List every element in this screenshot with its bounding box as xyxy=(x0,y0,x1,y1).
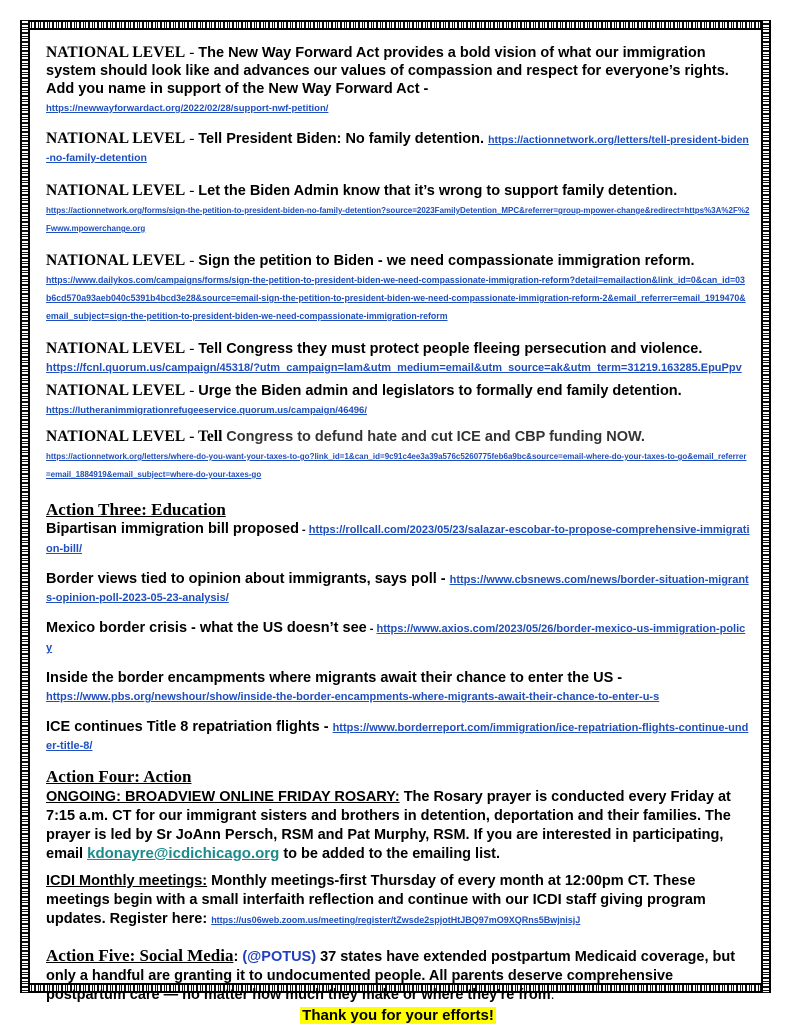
national-level-label: NATIONAL LEVEL xyxy=(46,252,186,269)
separator: - xyxy=(185,252,199,269)
separator: - xyxy=(185,382,199,399)
education-item-text: Bipartisan immigration bill proposed xyxy=(46,521,299,537)
national-level-label: NATIONAL LEVEL xyxy=(46,428,186,445)
national-item-text: Tell Congress they must protect people fleeing persecution and violence. xyxy=(198,341,703,357)
education-item xyxy=(46,570,750,605)
national-level-label: NATIONAL LEVEL xyxy=(46,130,186,147)
education-item-link[interactable]: https://rollcall.com/2023/05/23/salazar-escobar-to-propose-comprehensive-immigration-bill/ xyxy=(46,524,750,555)
national-level-label: NATIONAL LEVEL xyxy=(46,382,186,399)
national-item-text: The New Way Forward Act provides a bold vision of what our immigration system should look like and advances our values of compassion and respect for everyone’s rights. Add you name in support of the New Way Forward Act - xyxy=(46,45,729,97)
education-item xyxy=(46,718,750,753)
potus-handle: (@POTUS) xyxy=(242,949,317,965)
social-paragraph xyxy=(46,946,750,1004)
national-item-text: Sign the petition to Biden - we need compassionate immigration reform. xyxy=(198,253,695,269)
national-item-text: Let the Biden Admin know that it’s wrong to support family detention. xyxy=(198,183,678,199)
education-heading: Action Three: Education xyxy=(46,500,226,519)
page-content xyxy=(46,44,750,1025)
separator: - xyxy=(613,670,623,686)
rosary-paragraph xyxy=(46,787,750,863)
education-item-text: Border views tied to opinion about immigrants, says poll xyxy=(46,571,437,587)
icdi-paragraph xyxy=(46,871,750,928)
education-item-text: Mexico border crisis - what the US doesn’t see xyxy=(46,620,367,636)
thanks-message: Thank you for your efforts! xyxy=(302,1007,494,1024)
national-item xyxy=(46,130,750,166)
decorative-border-left xyxy=(20,20,30,993)
education-item-link[interactable]: https://www.borderreport.com/immigration/ice-repatriation-flights-continue-under-title-8/ xyxy=(46,722,749,752)
education-item xyxy=(46,520,750,556)
national-item xyxy=(46,382,750,418)
national-level-label: NATIONAL LEVEL xyxy=(46,340,186,357)
rosary-email-link[interactable]: kdonayre@icdichicago.org xyxy=(87,845,280,862)
decorative-border-top xyxy=(20,20,771,30)
thanks-line xyxy=(46,1006,750,1025)
education-item-link[interactable]: https://www.cbsnews.com/news/border-situation-migrants-opinion-poll-2023-05-23-analysis/ xyxy=(46,574,749,604)
national-item-link[interactable]: https://actionnetwork.org/forms/sign-the-petition-to-president-biden-no-family-detention?source=2023FamilyDetention_MPC&referrer=group-mpower-change&redirect=https%3A%2F%2Fwww.mpowerchange.org xyxy=(46,206,750,233)
separator: : xyxy=(233,949,243,965)
separator: - xyxy=(185,130,199,147)
education-item-link[interactable]: https://www.pbs.org/newshour/show/inside-the-border-encampments-where-migrants-await-their-chance-to-enter-u-s xyxy=(46,691,660,703)
rosary-title: ONGOING: BROADVIEW ONLINE FRIDAY ROSARY: xyxy=(46,789,400,805)
separator: - xyxy=(319,719,333,735)
separator: - xyxy=(185,182,199,199)
national-item-link[interactable]: https://lutheranimmigrationrefugeeservice.quorum.us/campaign/46496/ xyxy=(46,405,367,416)
national-level-label: NATIONAL LEVEL xyxy=(46,44,186,61)
separator: - xyxy=(366,623,377,635)
education-item xyxy=(46,619,750,655)
separator: . xyxy=(550,986,555,1002)
national-item-text: Tell President Biden: No family detention. xyxy=(198,131,489,147)
national-item-text: Urge the Biden admin and legislators to formally end family detention. xyxy=(198,383,682,399)
icdi-text: Monthly meetings-first Thursday of every month at 12:00pm CT. These meetings begin with a small interfaith reflection and continue with our ICDI staff giving program updates. Register here: xyxy=(46,873,706,927)
decorative-border-right xyxy=(761,20,771,993)
social-text: 37 states have extended postpartum Medicaid coverage, but only a handful are granting it to undocumented people. All parents deserve comprehensive postpartum care — no matter how much they make or where they're from xyxy=(46,949,736,1003)
national-item-link[interactable]: https://newwayforwardact.org/2022/02/28/support-nwf-petition/ xyxy=(46,103,329,114)
separator: - Tell xyxy=(185,428,227,445)
education-item-text: ICE continues Title 8 repatriation flights xyxy=(46,719,320,735)
rosary-tail: to be added to the emailing list. xyxy=(279,846,501,862)
separator: - xyxy=(185,44,199,61)
separator: - xyxy=(436,571,450,587)
national-level-label: NATIONAL LEVEL xyxy=(46,182,186,199)
national-item-link[interactable]: https://actionnetwork.org/letters/where-do-you-want-your-taxes-to-go?link_id=1&can_id=9c91c4ee3a39a576c5260775feb6a9bc&source=email-where-do-your-taxes-to-go&email_referrer=email_1884919&email_subject=where-do-your-taxes-go xyxy=(46,452,747,479)
national-item-link[interactable]: https://fcnl.quorum.us/campaign/45318/?utm_campaign=lam&utm_medium=email&utm_source=ak&utm_term=31219.163285.EpuPpv xyxy=(46,362,742,374)
national-item-link[interactable]: https://actionnetwork.org/letters/tell-president-biden-no-family-detention xyxy=(46,134,749,164)
national-item xyxy=(46,428,750,482)
national-item xyxy=(46,340,750,376)
social-heading: Action Five: Social Media xyxy=(46,946,234,965)
separator: - xyxy=(298,524,309,536)
national-item xyxy=(46,182,750,236)
separator: - xyxy=(185,340,199,357)
national-item xyxy=(46,252,750,324)
icdi-title: ICDI Monthly meetings: xyxy=(46,873,208,889)
education-item-text: Inside the border encampments where migrants await their chance to enter the US xyxy=(46,670,614,686)
rosary-text: The Rosary prayer is conducted every Friday at 7:15 a.m. CT for our immigrant sisters and brothers in detention, deportation and their families. The prayer is led by Sr JoAnn Persch, RSM and Pat Murphy, RSM. If you are interested in participating, email xyxy=(46,789,731,862)
action-heading: Action Four: Action xyxy=(46,767,192,786)
national-item xyxy=(46,44,750,116)
icdi-register-link[interactable]: https://us06web.zoom.us/meeting/register/tZwsde2spjotHtJBQ97mO9XQRns5BwjnisjJ xyxy=(211,915,581,925)
national-item-text: Congress to defund hate and cut ICE and CBP funding NOW. xyxy=(226,429,645,445)
national-item-link[interactable]: https://www.dailykos.com/campaigns/forms/sign-the-petition-to-president-biden-we-need-compassionate-immigration-reform?detail=emailaction&link_id=0&can_id=03b6cd570a93aeb040c5391b4bcd3e28&source=email-sign-the-petition-to-president-biden-we-need-compassionate-immigration-reform-2&email_referrer=email_1919470&email_subject=sign-the-petition-to-president-biden-we-need-compassionate-immigration-reform xyxy=(46,275,746,321)
education-item xyxy=(46,669,750,704)
education-item-link[interactable]: https://www.axios.com/2023/05/26/border-mexico-us-immigration-policy xyxy=(46,623,746,654)
